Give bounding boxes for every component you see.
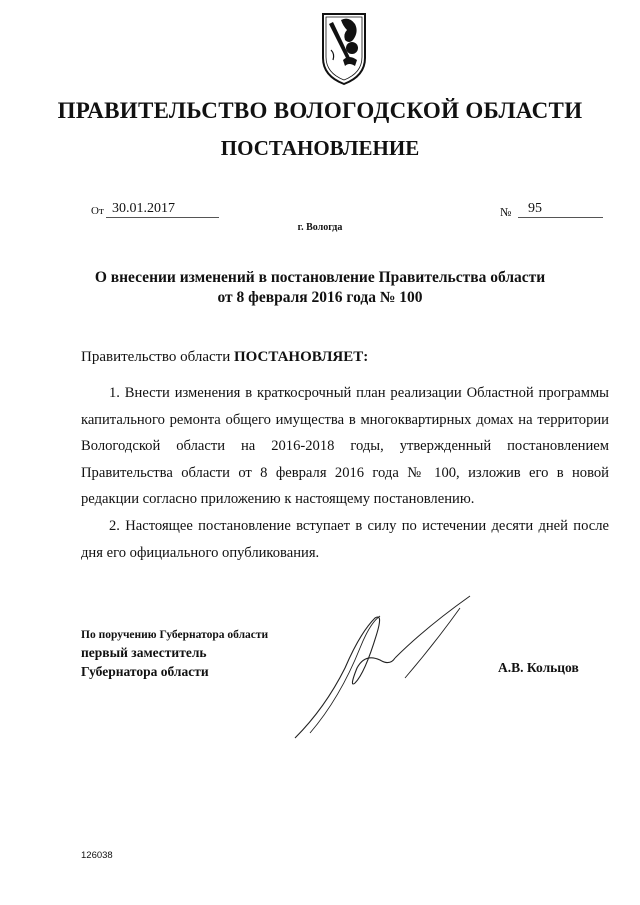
government-title: ПРАВИТЕЛЬСТВО ВОЛОГОДСКОЙ ОБЛАСТИ bbox=[57, 98, 583, 123]
document-date: 30.01.2017 bbox=[106, 201, 219, 218]
subject-line-1: О внесении изменений в постановление Правительства области bbox=[94, 269, 546, 286]
signature-title-block bbox=[81, 627, 268, 681]
preamble-resolution: ПОСТАНОВЛЯЕТ: bbox=[233, 349, 369, 365]
preamble bbox=[81, 349, 368, 366]
date-label: От bbox=[91, 205, 104, 217]
handwritten-signature bbox=[285, 588, 485, 748]
registration-number: 126038 bbox=[81, 850, 113, 861]
signature-line-3: Губернатора области bbox=[81, 664, 209, 679]
paragraph-1-text: 1. Внести изменения в краткосрочный план реализации Областной программы капитального ремонта общего имущества в многоквартирных домах на территории Вологодской области на 2016-2018 годы, утвержденный постановлением Правительства области от 8 февраля 2016 года № 100, изложив его в новой редакции согласно приложению к настоящему постановлению. bbox=[81, 385, 609, 507]
preamble-text: Правительство области bbox=[81, 349, 234, 365]
paragraph-1 bbox=[81, 380, 609, 513]
signature-line-1: По поручению Губернатора области bbox=[81, 629, 269, 641]
signer-name: А.В. Кольцов bbox=[498, 660, 579, 675]
document-subject bbox=[0, 268, 640, 308]
paragraph-2-text: 2. Настоящее постановление вступает в силу по истечении десяти дней после дня его официального опубликования. bbox=[81, 518, 609, 561]
document-type: ПОСТАНОВЛЕНИЕ bbox=[220, 136, 420, 160]
signature-line-2: первый заместитель bbox=[81, 645, 207, 660]
city-label: г. Вологда bbox=[297, 222, 343, 233]
number-label: № bbox=[500, 205, 512, 219]
vologda-coat-of-arms-icon bbox=[319, 10, 369, 88]
paragraph-2 bbox=[81, 513, 609, 566]
document-number: 95 bbox=[518, 201, 603, 218]
subject-line-2: от 8 февраля 2016 года № 100 bbox=[217, 289, 423, 306]
